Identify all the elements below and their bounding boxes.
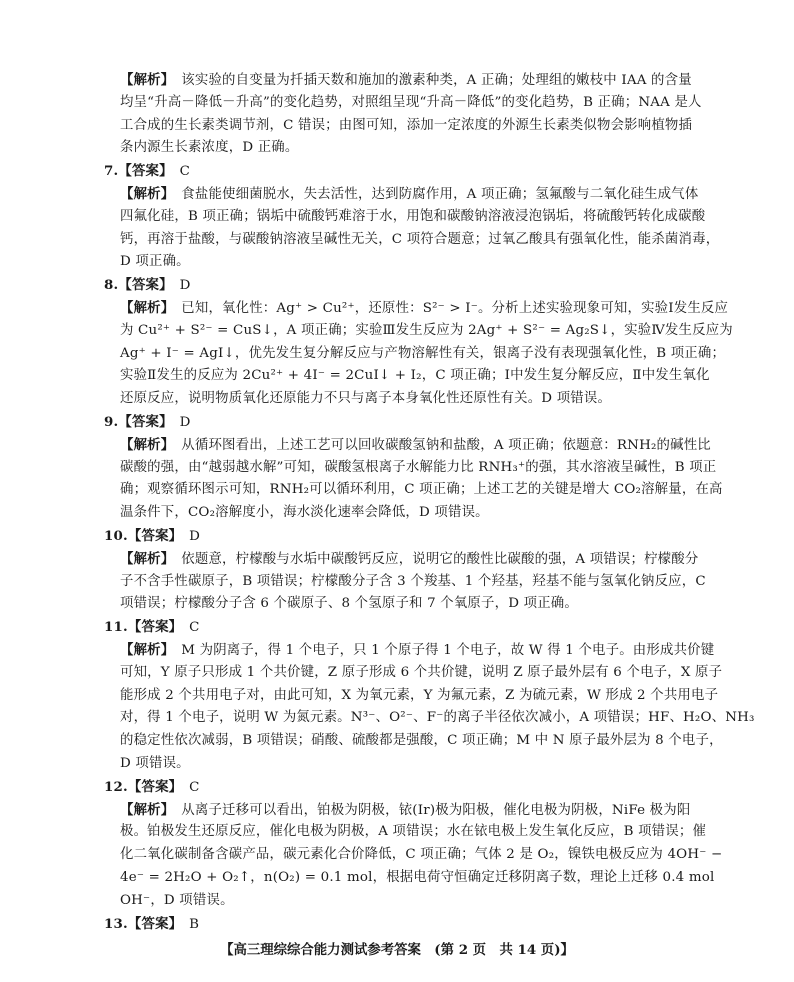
page-footer: 【高三理综综合能力测试参考答案 (第 2 页 共 14 页)】: [220, 942, 574, 959]
text-line: [120, 138, 298, 158]
line-text: D: [166, 415, 191, 430]
line-text: 食盐能使细菌脱水，失去活性，达到防腐作用，A 项正确；氢氟酸与二氧化硅生成气体: [167, 187, 699, 202]
text-line: [120, 207, 705, 227]
text-line: [120, 686, 718, 706]
line-text: Ag⁺ + I⁻ = AgI↓，优先发生复分解反应与产物溶解性有关，银离子没有表现强氧化性，B 项正确；: [120, 345, 726, 361]
answer-line: [104, 412, 191, 433]
answer-line: [104, 526, 200, 547]
answer-line: [104, 161, 190, 182]
text-line: [120, 344, 725, 364]
answer-label: 11.【答案】: [104, 619, 176, 636]
answer-line: [104, 617, 200, 638]
line-text: 4e⁻ = 2H₂O + O₂↑，n(O₂) = 0.1 mol，根据电荷守恒确定迁移阴离子数，理论上迁移 0.4 mol: [120, 870, 715, 885]
line-text: D: [166, 278, 191, 294]
answer-label: 9.【答案】: [104, 414, 167, 430]
line-text: 对，得 1 个电子，说明 W 为氮元素。N³⁻、O²⁻、F⁻的离子半径依次减小，A 项错误；HF、H₂O、NH₃: [120, 710, 755, 726]
analysis-label: 【解析】: [120, 300, 168, 316]
text-line: [120, 663, 722, 683]
line-text: 条内源生长素浓度，D 正确。: [120, 140, 299, 156]
answer-line: [104, 777, 200, 798]
line-text: 能形成 2 个共用电子对，由此可知，X 为氧元素，Y 为氟元素，Z 为硫元素，W 形成 2 个共用电子: [120, 687, 719, 703]
line-text: 极。铂极发生还原反应，催化电极为阴极，A 项错误；水在铱电极上发生氧化反应，B 项错误；催: [120, 824, 707, 840]
line-text: 确；观察循环图示可知，RNH₂可以循环利用，C 项正确；上述工艺的关键是增大 CO₂溶解量，在高: [120, 482, 723, 498]
line-text: OH⁻，D 项错误。: [120, 892, 234, 908]
text-line: [120, 366, 710, 386]
analysis-label: 【解析】: [120, 436, 168, 453]
line-text: B: [175, 916, 200, 932]
analysis-label: 【解析】: [120, 186, 168, 202]
text-line: [120, 845, 722, 865]
line-text: 为 Cu²⁺ + S²⁻ = CuS↓，A 项正确；实验Ⅲ发生反应为 2Ag⁺ + S²⁻ = Ag₂S↓，实验Ⅳ发生反应为: [120, 322, 733, 338]
text-line: [120, 458, 716, 478]
line-text: 化二氧化碳制备含碳产品，碳元素化合价降低，C 项正确；气体 2 是 O₂，镍铁电极反应为 4OH⁻ −: [120, 847, 723, 863]
analysis-line: [120, 184, 698, 205]
answer-label: 12.【答案】: [104, 778, 176, 795]
text-line: [120, 480, 723, 500]
line-text: 均呈“升高－降低－升高”的变化趋势，对照组呈现“升高－降低”的变化趋势，B 正确；NAA 是人: [120, 94, 702, 110]
line-text: 碳酸的强，由“越弱越水解”可知，碳酸氢根离子水解能力比 RNH₃⁺的强，其水溶液呈碱性，B 项正: [120, 459, 717, 475]
line-text: 可知，Y 原子只形成 1 个共价键，Z 原子形成 6 个共价键，说明 Z 原子最外层有 6 个电子，X 原子: [120, 664, 723, 680]
text-line: [120, 572, 706, 592]
answer-label: 13.【答案】: [104, 915, 176, 932]
line-text: C: [175, 779, 200, 795]
text-line: [120, 503, 489, 523]
text-line: [120, 708, 755, 728]
line-text: 钙，再溶于盐酸，与碳酸钠溶液呈碱性无关，C 项符合题意；过氧乙酸具有强氧化性，能杀菌消毒，: [120, 231, 720, 247]
text-line: [120, 230, 719, 250]
text-line: [120, 822, 706, 842]
answer-label: 7.【答案】: [104, 163, 167, 180]
text-line: [120, 868, 714, 888]
analysis-label: 【解析】: [120, 642, 168, 658]
line-text: 还原反应，说明物质氧化还原能力不只与离子本身氧化性还原性有关。D 项错误。: [120, 391, 612, 407]
text-line: [120, 389, 611, 409]
text-line: [120, 594, 578, 614]
answer-label: 10.【答案】: [104, 528, 176, 544]
text-line: [120, 93, 702, 113]
analysis-line: [120, 640, 714, 661]
text-line: [120, 252, 190, 272]
line-text: D 项正确。: [120, 254, 190, 270]
analysis-label: 【解析】: [120, 550, 168, 567]
line-text: M 为阴离子，得 1 个电子，只 1 个原子得 1 个电子，故 W 得 1 个电子。由形成共价键: [167, 643, 715, 658]
answer-label: 8.【答案】: [104, 277, 167, 294]
line-text: 从离子迁移可以看出，铂极为阴极，铱(Ir)极为阳极，催化电极为阴极，NiFe 极为阳: [167, 802, 691, 818]
answer-line: [104, 275, 191, 296]
line-text: D 项错误。: [120, 756, 190, 771]
analysis-line: [120, 549, 698, 570]
line-text: 子不含手性碳原子，B 项错误；柠檬酸分子含 3 个羧基、1 个羟基，羟基不能与氢氧化钠反应，C: [120, 573, 706, 589]
analysis-line: [120, 435, 711, 456]
analysis-label: 【解析】: [120, 801, 168, 818]
line-text: 从循环图看出，上述工艺可以回收碳酸氢钠和盐酸，A 项正确；依题意：RNH₂的碱性比: [167, 437, 711, 453]
text-line: [120, 891, 234, 911]
text-line: [120, 731, 723, 751]
analysis-line: [120, 800, 690, 821]
text-line: [120, 754, 190, 774]
analysis-label: 【解析】: [120, 72, 168, 88]
line-text: 依题意，柠檬酸与水垢中碳酸钙反应，说明它的酸性比碳酸的强，A 项错误；柠檬酸分: [167, 551, 699, 567]
line-text: 的稳定性依次减弱，B 项错误；硝酸、硫酸都是强酸，C 项正确；M 中 N 原子最外层为 8 个电子，: [120, 733, 723, 749]
line-text: 该实验的自变量为扦插天数和施加的激素种类，A 正确；处理组的嫩枝中 IAA 的含量: [167, 73, 692, 88]
line-text: 项错误；柠檬酸分子含 6 个碳原子、8 个氢原子和 7 个氧原子，D 项正确。: [120, 596, 578, 612]
line-text: 四氟化硅，B 项正确；锅垢中硫酸钙难溶于水，用饱和碳酸钠溶液浸泡锅垢，将硫酸钙转化成碳酸: [120, 208, 706, 224]
line-text: C: [166, 164, 191, 180]
line-text: 已知，氧化性：Ag⁺ > Cu²⁺，还原性：S²⁻ > I⁻。分析上述实验现象可知，实验Ⅰ发生反应: [167, 301, 729, 316]
line-text: 实验Ⅱ发生的反应为 2Cu²⁺ + 4I⁻ = 2CuI↓ + I₂，C 项正确；Ⅰ中发生复分解反应，Ⅱ中发生氧化: [120, 368, 710, 384]
text-line: [120, 321, 733, 341]
line-text: D: [175, 529, 201, 544]
text-line: [120, 116, 692, 136]
answer-line: [104, 914, 199, 935]
line-text: 温条件下，CO₂溶解度小，海水淡化速率会降低，D 项错误。: [120, 505, 489, 521]
analysis-line: [120, 70, 692, 91]
line-text: 工合成的生长素类调节剂，C 错误；由图可知，添加一定浓度的外源生长素类似物会影响植物插: [120, 117, 693, 133]
analysis-line: [120, 298, 728, 319]
line-text: C: [175, 620, 200, 636]
